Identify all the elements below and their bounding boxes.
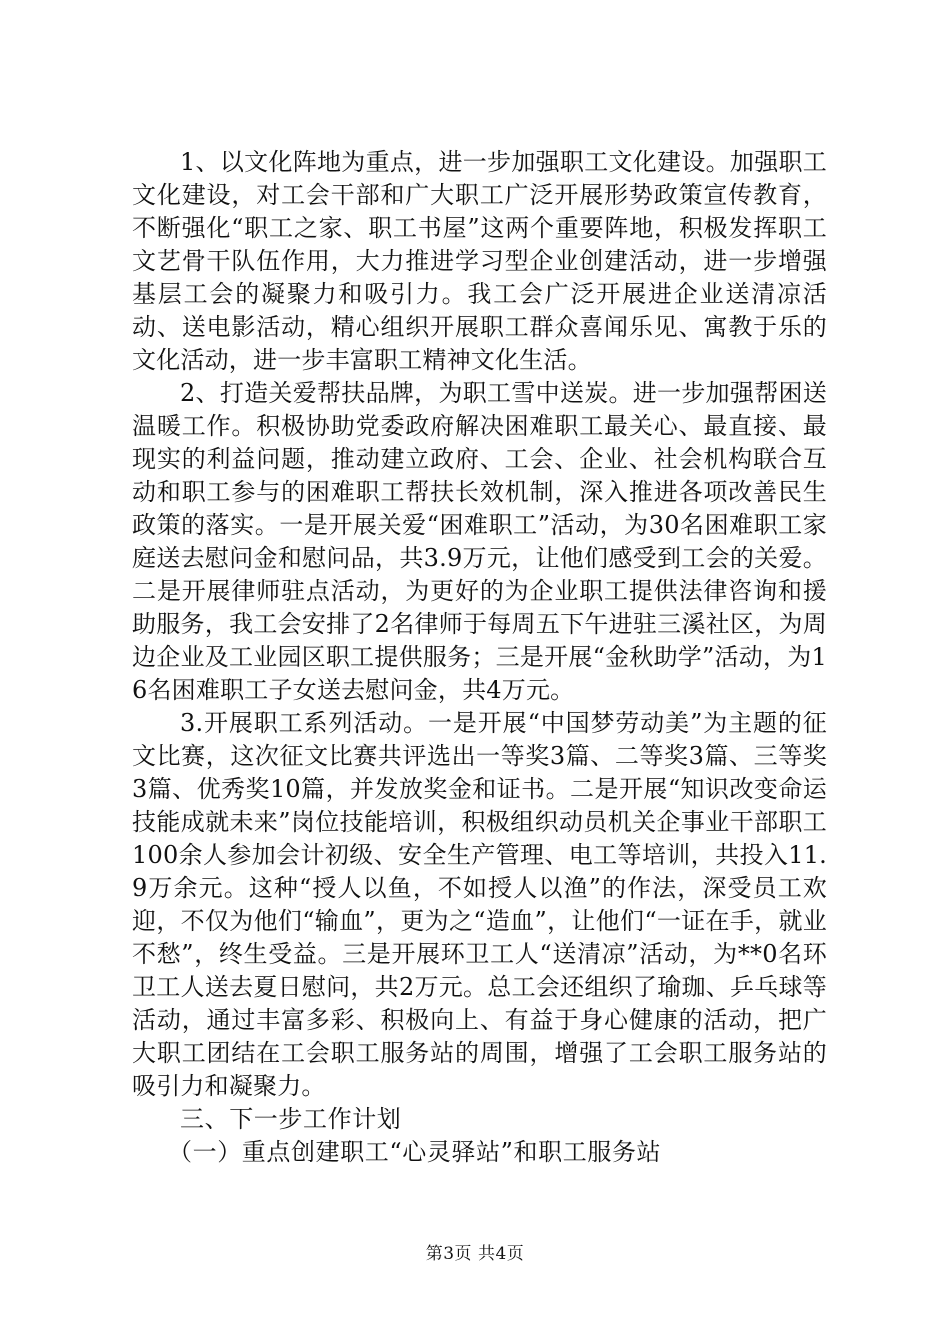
page-footer: 第3页 共4页 <box>425 1244 525 1264</box>
paragraph-activities: 3.开展职工系列活动。一是开展“中国梦劳动美”为主题的征文比赛，这次征文比赛共评选出一等奖3篇、二等奖3篇、三等奖3篇、优秀奖10篇，并发放奖金和证书。二是开展“知识改变命运技能成就未来”岗位技能培训，积极组织动员机关企事业干部职工100余人参加会计初级、安全生产管理、电工等培训，共投入11.9万余元。这种“授人以鱼，不如授人以渔”的作法，深受员工欢迎，不仅为他们“输血”，更为之“造血”，让他们“一证在手，就业不愁”，终生受益。三是开展环卫工人“送清凉”活动，为**0名环卫工人送去夏日慰问，共2万元。总工会还组织了瑜珈、乒乓球等活动，通过丰富多彩、积极向上、有益于身心健康的活动，把广大职工团结在工会职工服务站的周围，增强了工会职工服务站的吸引力和凝聚力。 <box>132 709 827 1100</box>
paragraph-culture: 1、以文化阵地为重点，进一步加强职工文化建设。加强职工文化建设，对工会干部和广大职工广泛开展形势政策宣传教育，不断强化“职工之家、职工书屋”这两个重要阵地，积极发挥职工文艺骨干队伍作用，大力推进学习型企业创建活动，进一步增强基层工会的凝聚力和吸引力。我工会广泛开展进企业送清凉活动、送电影活动，精心组织开展职工群众喜闻乐见、寓教于乐的文化活动，进一步丰富职工精神文化生活。 <box>132 148 827 374</box>
document-body <box>132 146 827 1169</box>
section-heading: 三、下一步工作计划 <box>180 1105 402 1133</box>
sub-heading: （一）重点创建职工“心灵驿站”和职工服务站 <box>168 1138 662 1166</box>
paragraph-assistance: 2、打造关爱帮扶品牌，为职工雪中送炭。进一步加强帮困送温暖工作。积极协助党委政府解决困难职工最关心、最直接、最现实的利益问题，推动建立政府、工会、企业、社会机构联合互动和职工参与的困难职工帮扶长效机制，深入推进各项改善民生政策的落实。一是开展关爱“困难职工”活动，为30名困难职工家庭送去慰问金和慰问品，共3.9万元，让他们感受到工会的关爱。二是开展律师驻点活动，为更好的为企业职工提供法律咨询和援助服务，我工会安排了2名律师于每周五下午进驻三溪社区，为周边企业及工业园区职工提供服务；三是开展“金秋助学”活动，为16名困难职工子女送去慰问金，共4万元。 <box>132 379 827 704</box>
